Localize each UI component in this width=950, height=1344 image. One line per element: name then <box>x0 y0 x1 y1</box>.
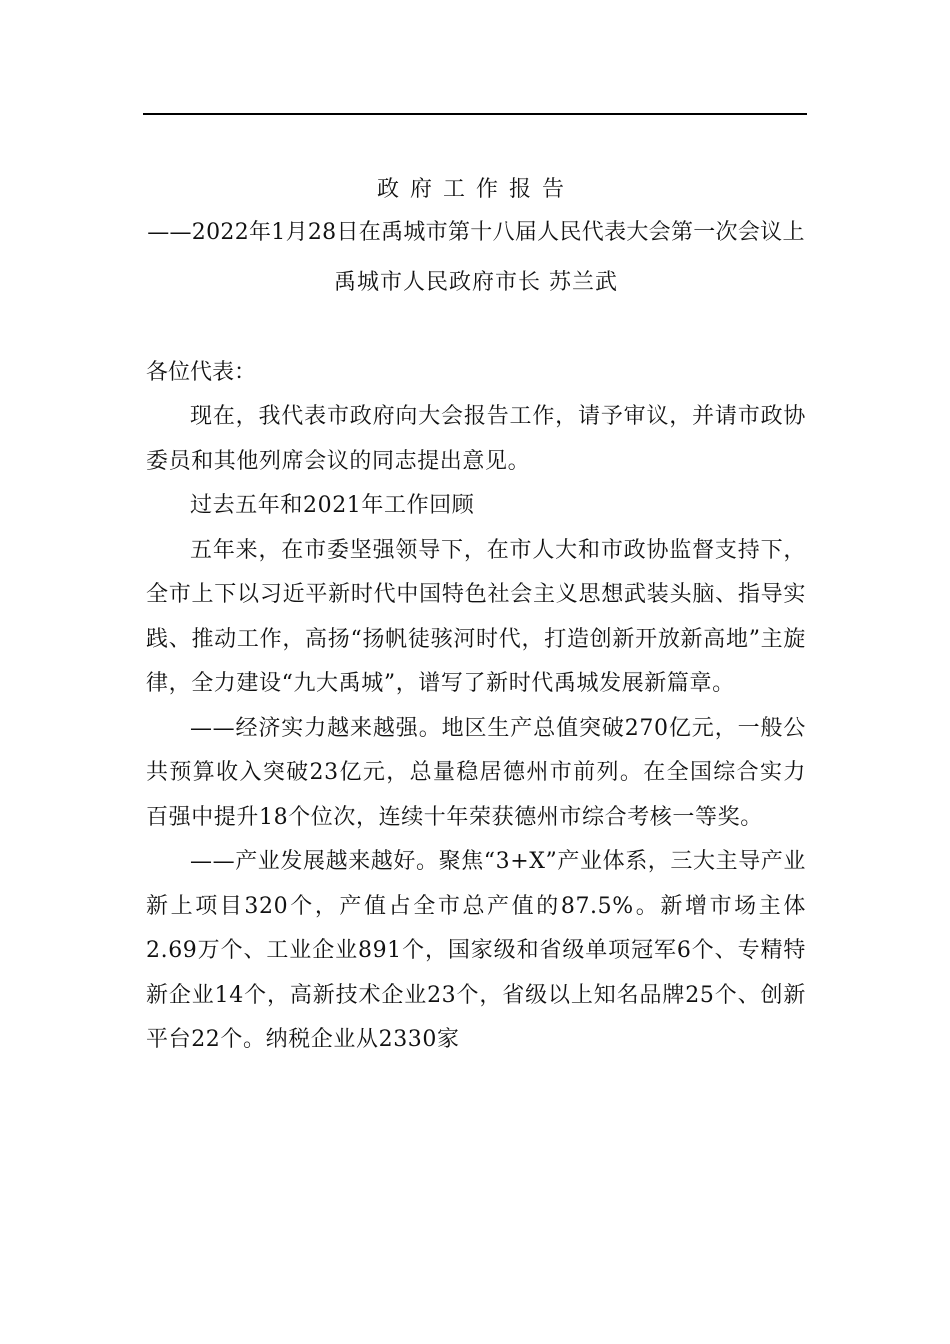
paragraph-industry: ——产业发展越来越好。聚焦“3+X”产业体系，三大主导产业新上项目320个，产值占全市总产值的87.5%。新增市场主体2.69万个、工业企业891个，国家级和省级单项冠军6个、专精特新企业14个，高新技术企业23个，省级以上知名品牌25个、创新平台22个。纳税企业从2330家 <box>146 849 806 1052</box>
salutation: 各位代表： <box>146 360 257 385</box>
paragraph-intro: 现在，我代表市政府向大会报告工作，请予审议，并请市政协委员和其他列席会议的同志提出意见。 <box>146 404 806 474</box>
header-rule <box>143 113 807 115</box>
document-body <box>146 170 806 1063</box>
section-heading: 过去五年和2021年工作回顾 <box>190 493 475 518</box>
document-author: 禹城市人民政府市长 苏兰武 <box>334 270 618 295</box>
document-subtitle: ——2022年1月28日在禹城市第十八届人民代表大会第一次会议上 <box>147 220 805 245</box>
document-title: 政府工作报告 <box>376 177 575 202</box>
paragraph-five-years: 五年来，在市委坚强领导下，在市人大和市政协监督支持下，全市上下以习近平新时代中国特色社会主义思想武装头脑、指导实践、推动工作，高扬“扬帆徒骇河时代，打造创新开放新高地”主旋律，全力建设“九大禹城”，谱写了新时代禹城发展新篇章。 <box>146 537 806 696</box>
paragraph-economy: ——经济实力越来越强。地区生产总值突破270亿元，一般公共预算收入突破23亿元，总量稳居德州市前列。在全国综合实力百强中提升18个位次，连续十年荣获德州市综合考核一等奖。 <box>146 715 806 830</box>
